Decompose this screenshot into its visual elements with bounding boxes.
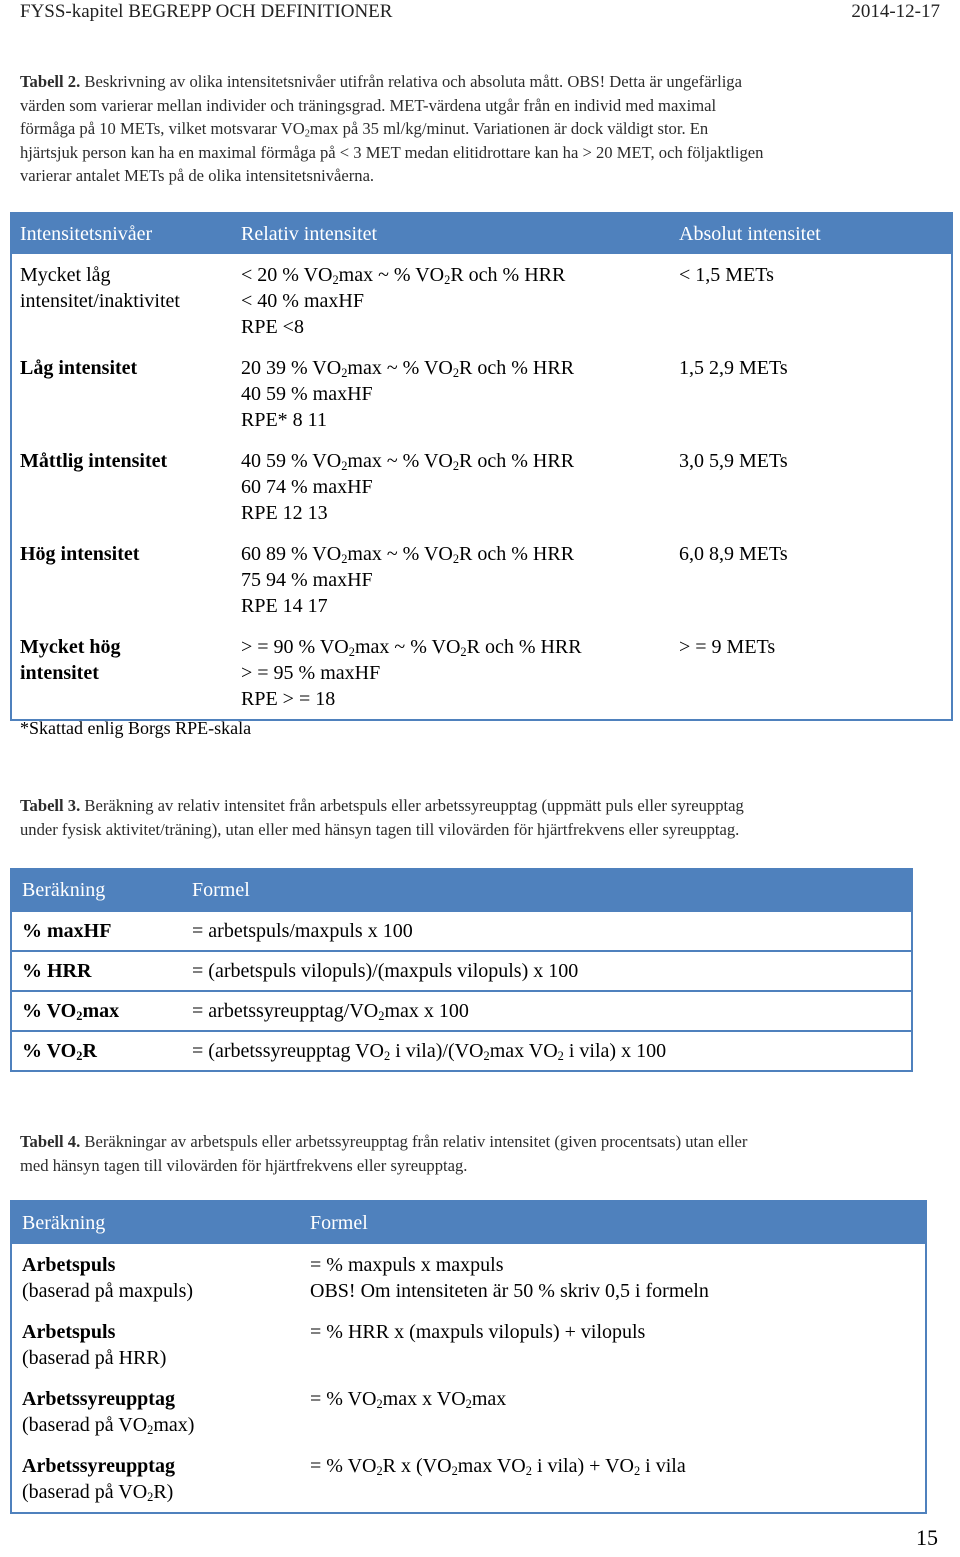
text-segment: max VO [457, 1455, 526, 1477]
absolute-value [679, 636, 775, 658]
column-header: Beräkning [11, 869, 182, 911]
relative-line [241, 569, 373, 591]
text-segment: förmåga på 10 METs, vilket motsvarar VO [20, 119, 305, 138]
subscript: 2 [376, 1397, 383, 1412]
header-title: FYSS-kapitel BEGREPP OCH DEFINITIONER [20, 1, 393, 22]
text-segment: R och % HRR [450, 264, 566, 286]
relative-line [241, 476, 373, 498]
calculation-cell [11, 1031, 182, 1071]
text-segment: max VO [489, 1040, 558, 1062]
text-segment: Hög intensitet [20, 543, 140, 565]
caption-label: Tabell 3. [20, 796, 85, 815]
text-segment: R och % HRR [466, 636, 582, 658]
formula-line [310, 1455, 686, 1477]
table-header-row [11, 213, 952, 254]
text-segment: i vila [640, 1455, 686, 1477]
text-segment: < 40 % maxHF [241, 290, 364, 312]
caption-line [20, 166, 374, 185]
subscript: 2 [452, 366, 460, 381]
relative-line [241, 409, 327, 431]
text-segment: 1,5 2,9 METs [679, 357, 788, 379]
subscript: 2 [451, 1464, 458, 1479]
calculation-name [22, 920, 111, 942]
page-header [20, 0, 940, 30]
text-segment: % VO [22, 1000, 77, 1022]
page-number: 15 [916, 1525, 938, 1550]
caption-line [84, 1132, 747, 1151]
text-segment: R [82, 1040, 97, 1062]
caption-line [20, 96, 716, 115]
text-segment: = % VO [310, 1388, 377, 1410]
formula-text [192, 1040, 666, 1062]
absolute-value [679, 264, 774, 286]
formula-cell [300, 1311, 926, 1378]
calculation-cell [11, 911, 182, 951]
text-segment: R och % HRR [459, 357, 575, 379]
subscript: 2 [557, 1049, 564, 1064]
header-date: 2014-12-17 [851, 1, 940, 22]
text-segment: < 20 % VO [241, 264, 333, 286]
subscript: 2 [341, 459, 348, 474]
table-row [11, 991, 912, 1031]
subscript: 2 [633, 1464, 641, 1479]
relative-line [241, 636, 582, 658]
text-segment: i vila) x 100 [563, 1040, 667, 1062]
table-row [11, 1031, 912, 1071]
text-segment: > = 95 % maxHF [241, 662, 381, 684]
subscript: 2 [376, 1464, 383, 1479]
caption-line [20, 820, 739, 839]
text-segment: varierar antalet METs på de olika intensitetsnivåerna. [20, 166, 375, 185]
intensity-level-cell [11, 440, 233, 533]
text-segment: max på 35 ml/kg/minut. Variationen är dock väldigt stor. En [309, 119, 709, 138]
caption-label: Tabell 4. [20, 1132, 85, 1151]
text-segment: intensitet/inaktivitet [20, 290, 180, 312]
formula-cell [300, 1445, 926, 1513]
intensity-levels-table [10, 212, 953, 721]
column-header: Absolut intensitet [671, 213, 952, 254]
text-segment: (baserad på HRR) [22, 1347, 167, 1369]
relative-line [241, 316, 304, 338]
formula-cell [300, 1378, 926, 1445]
absolute-intensity-cell [671, 533, 952, 626]
text-segment: = % HRR x (maxpuls vilopuls) + vilopuls [310, 1321, 646, 1343]
column-header: Beräkning [11, 1201, 300, 1244]
subscript: 2 [76, 1049, 83, 1064]
calculation-cell [11, 1378, 300, 1445]
calculation-title: Arbetssyreupptag [22, 1388, 175, 1410]
subscript: 2 [465, 1397, 472, 1412]
text-segment: värden som varierar mellan individer och träningsgrad. MET-värdena utgår från en individ med maximal [20, 95, 717, 115]
relative-intensity-table [10, 868, 913, 1072]
formula-cell [182, 1031, 912, 1071]
table-row [11, 440, 952, 533]
calculation-title: Arbetssyreupptag [22, 1455, 175, 1477]
text-segment: R x (VO [382, 1455, 452, 1477]
intensity-level-cell [11, 626, 233, 720]
formula-cell [182, 911, 912, 951]
relative-line [241, 543, 574, 565]
text-segment: OBS! Om intensiteten är 50 % skriv 0,5 i formeln [310, 1280, 709, 1302]
table-row [11, 951, 912, 991]
text-segment: 60 89 % VO [241, 543, 342, 565]
text-segment: RPE 12 13 [241, 502, 328, 524]
level-line [20, 543, 139, 565]
text-segment: 40 59 % maxHF [241, 383, 373, 405]
table-row [11, 1378, 926, 1445]
text-segment: = % VO [310, 1455, 377, 1477]
formula-cell [182, 951, 912, 991]
relative-intensity-cell [233, 533, 671, 626]
text-segment: max ~ % VO [347, 450, 453, 472]
work-calculation-table [10, 1200, 927, 1514]
text-segment: RPE <8 [241, 316, 304, 338]
calculation-basis [22, 1481, 173, 1503]
text-segment: 40 59 % VO [241, 450, 342, 472]
text-segment: Måttlig intensitet [20, 450, 168, 472]
formula-cell [300, 1244, 926, 1311]
absolute-intensity-cell [671, 626, 952, 720]
relative-line [241, 290, 364, 312]
absolute-value [679, 543, 788, 565]
column-header: Relativ intensitet [233, 213, 671, 254]
text-segment: (baserad på VO [22, 1414, 148, 1436]
calculation-title: Arbetspuls [22, 1254, 116, 1276]
formula-cell [182, 991, 912, 1031]
relative-intensity-cell [233, 440, 671, 533]
level-line [20, 662, 99, 684]
text-segment: (baserad på VO [22, 1481, 148, 1503]
formula-line [310, 1280, 709, 1302]
relative-line [241, 357, 574, 379]
intensity-level-cell [11, 347, 233, 440]
text-segment: max [471, 1388, 507, 1410]
formula-line [310, 1321, 645, 1343]
absolute-intensity-cell [671, 254, 952, 347]
relative-intensity-cell [233, 626, 671, 720]
text-segment: max ~ % VO [354, 636, 461, 658]
text-segment: max x 100 [384, 1000, 469, 1022]
column-header: Formel [182, 869, 912, 911]
column-header: Formel [300, 1201, 926, 1244]
subscript: 2 [341, 552, 348, 567]
text-segment: = (arbetspuls vilopuls)/(maxpuls vilopuls) x 100 [192, 960, 579, 982]
relative-line [241, 502, 328, 524]
calculation-basis [22, 1347, 166, 1369]
formula-line [310, 1388, 506, 1410]
text-segment: under fysisk aktivitet/träning), utan eller med hänsyn tagen till vilovärden för hjärtfrekvens eller syreupptag. [20, 819, 740, 839]
relative-line [241, 450, 574, 472]
subscript: 2 [452, 459, 460, 474]
subscript: 2 [304, 128, 310, 140]
text-segment: Mycket låg [20, 264, 111, 286]
text-segment: RPE > = 18 [241, 688, 336, 710]
text-segment: max ~ % VO [347, 357, 453, 379]
calculation-name [22, 1040, 97, 1062]
caption-label: Tabell 2. [20, 72, 85, 91]
calculation-cell [11, 1244, 300, 1311]
subscript: 2 [147, 1490, 154, 1505]
text-segment: i vila)/(VO [390, 1040, 484, 1062]
text-segment: med hänsyn tagen till vilovärden för hjärtfrekvens eller syreupptag. [20, 1155, 468, 1175]
text-segment: max [82, 1000, 120, 1022]
text-segment: > = 90 % VO [241, 636, 349, 658]
subscript: 2 [147, 1423, 154, 1438]
text-segment: % VO [22, 1040, 77, 1062]
text-segment: % HRR [22, 960, 92, 982]
relative-intensity-cell [233, 254, 671, 347]
text-segment: (baserad på maxpuls) [22, 1280, 194, 1302]
caption-line [84, 796, 743, 815]
text-segment: < 1,5 METs [679, 264, 774, 286]
table-row [11, 533, 952, 626]
text-segment: 6,0 8,9 METs [679, 543, 788, 565]
subscript: 2 [332, 273, 339, 288]
table-3-caption [20, 794, 955, 841]
text-segment: > = 9 METs [679, 636, 776, 658]
subscript: 2 [378, 1009, 385, 1024]
text-segment: R och % HRR [459, 543, 575, 565]
subscript: 2 [341, 366, 348, 381]
subscript: 2 [76, 1009, 83, 1024]
text-segment: 60 74 % maxHF [241, 476, 373, 498]
text-segment: RPE* 8 11 [241, 409, 327, 431]
text-segment: RPE 14 17 [241, 595, 328, 617]
table-row [11, 626, 952, 720]
subscript: 2 [383, 1049, 391, 1064]
text-segment: = arbetssyreupptag/VO [192, 1000, 379, 1022]
caption-line [20, 119, 708, 138]
formula-text [192, 1000, 469, 1022]
relative-line [241, 595, 328, 617]
level-line [20, 636, 121, 658]
calculation-name [22, 960, 91, 982]
table-row [11, 1445, 926, 1513]
calculation-name [22, 1000, 119, 1022]
absolute-intensity-cell [671, 440, 952, 533]
text-segment: Beskrivning av olika intensitetsnivåer utifrån relativa och absoluta mått. OBS! Detta är ungefärliga [84, 72, 742, 91]
text-segment: 20 39 % VO [241, 357, 342, 379]
text-segment: Mycket hög [20, 636, 121, 658]
table-row [11, 254, 952, 347]
caption-line [20, 143, 763, 162]
relative-line [241, 688, 335, 710]
text-segment: % maxHF [22, 920, 112, 942]
calculation-basis [22, 1414, 194, 1436]
table-header-row [11, 1201, 926, 1244]
text-segment: max ~ % VO [338, 264, 445, 286]
table-2-footnote: *Skattad enlig Borgs RPE-skala [20, 718, 252, 738]
text-segment: = arbetspuls/maxpuls x 100 [192, 920, 413, 942]
relative-line [241, 264, 565, 286]
relative-line [241, 662, 380, 684]
text-segment: hjärtsjuk person kan ha en maximal förmåga på < 3 MET medan elitidrottare kan ha > 20 MET, och följaktligen [20, 142, 764, 162]
subscript: 2 [444, 273, 451, 288]
calculation-cell [11, 1311, 300, 1378]
text-segment: i vila) + VO [531, 1455, 634, 1477]
subscript: 2 [452, 552, 460, 567]
level-line [20, 264, 111, 286]
calculation-cell [11, 1445, 300, 1513]
table-row [11, 347, 952, 440]
subscript: 2 [460, 645, 467, 660]
absolute-intensity-cell [671, 347, 952, 440]
text-segment: = % maxpuls x maxpuls [310, 1254, 504, 1276]
table-4-caption [20, 1130, 955, 1177]
text-segment: max x VO [382, 1388, 466, 1410]
subscript: 2 [348, 645, 355, 660]
absolute-value [679, 357, 788, 379]
text-segment: max ~ % VO [347, 543, 453, 565]
text-segment: Beräkningar av arbetspuls eller arbetssyreupptag från relativ intensitet (given procentsats) utan eller [84, 1132, 748, 1151]
table-row [11, 1311, 926, 1378]
calculation-cell [11, 991, 182, 1031]
text-segment: max) [153, 1414, 195, 1436]
formula-text [192, 920, 413, 942]
text-segment: 75 94 % maxHF [241, 569, 373, 591]
subscript: 2 [483, 1049, 490, 1064]
subscript: 2 [525, 1464, 532, 1479]
caption-line [84, 72, 742, 91]
text-segment: R och % HRR [459, 450, 575, 472]
relative-intensity-cell [233, 347, 671, 440]
level-line [20, 357, 137, 379]
calculation-basis [22, 1280, 193, 1302]
text-segment: Låg intensitet [20, 357, 138, 379]
caption-line [20, 1156, 467, 1175]
calculation-cell [11, 951, 182, 991]
absolute-value [679, 450, 788, 472]
text-segment: Beräkning av relativ intensitet från arbetspuls eller arbetssyreupptag (uppmätt puls eller syreupptag [84, 796, 744, 815]
table-header-row [11, 869, 912, 911]
intensity-level-cell [11, 533, 233, 626]
formula-line [310, 1254, 504, 1276]
calculation-title: Arbetspuls [22, 1321, 116, 1343]
table-2-caption [20, 70, 955, 188]
table-row [11, 911, 912, 951]
text-segment: 3,0 5,9 METs [679, 450, 788, 472]
text-segment: R) [153, 1481, 174, 1503]
level-line [20, 290, 180, 312]
intensity-level-cell [11, 254, 233, 347]
relative-line [241, 383, 373, 405]
column-header: Intensitetsnivåer [11, 213, 233, 254]
table-row [11, 1244, 926, 1311]
formula-text [192, 960, 578, 982]
text-segment: intensitet [20, 662, 99, 684]
text-segment: = (arbetssyreupptag VO [192, 1040, 384, 1062]
level-line [20, 450, 167, 472]
